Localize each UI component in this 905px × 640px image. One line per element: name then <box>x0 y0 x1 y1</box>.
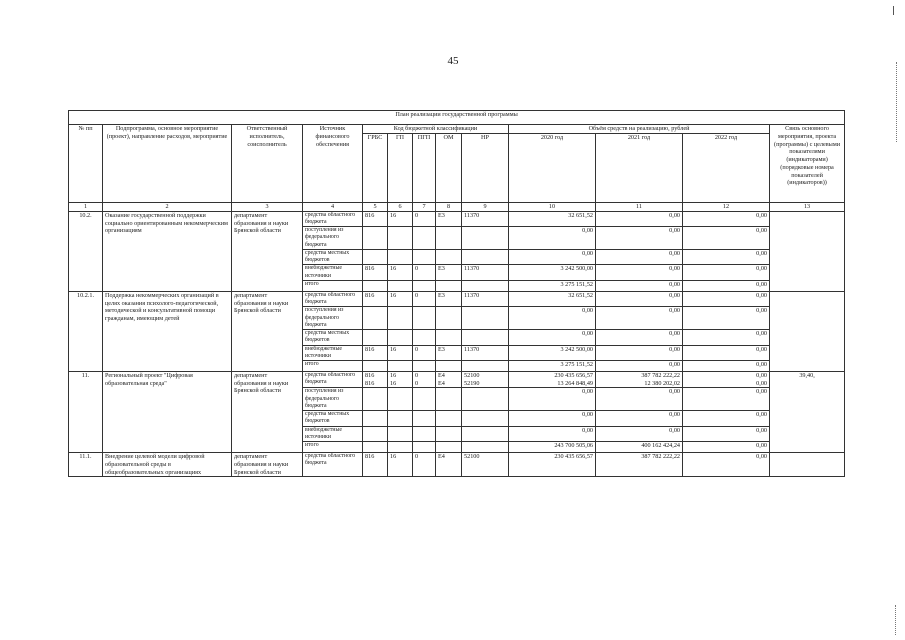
funding-source: средства местных бюджетов <box>303 330 363 345</box>
row-number: 11.1. <box>69 453 103 477</box>
amount-value: 0,00 <box>756 442 767 450</box>
code-grbs <box>363 345 388 360</box>
amount-value: 0,00 <box>756 360 767 368</box>
code-gp <box>388 280 413 291</box>
code-nr <box>462 345 509 360</box>
indicator-link <box>770 453 845 477</box>
amount-y2021 <box>596 307 683 330</box>
row-number: 10.2.1. <box>69 291 103 371</box>
code-grbs <box>363 426 388 441</box>
amount-y2020 <box>509 371 596 388</box>
funding-source: средства местных бюджетов <box>303 411 363 426</box>
amount-y2020 <box>509 453 596 477</box>
code-gp <box>388 211 413 226</box>
amount-y2021 <box>596 345 683 360</box>
amount-value: 0,00 <box>582 388 593 396</box>
column-number: 5 <box>363 202 388 211</box>
code-om-value: Е3 <box>438 265 445 273</box>
amount-y2022 <box>683 227 770 250</box>
code-nr-value: 52100 <box>464 371 480 379</box>
row-number: 10.2. <box>69 211 103 291</box>
code-nr <box>462 388 509 411</box>
amount-y2020 <box>509 249 596 264</box>
header-om: ОМ <box>436 133 462 202</box>
code-pgp <box>413 360 436 371</box>
header-2021: 2021 год <box>596 133 683 202</box>
code-pgp <box>413 227 436 250</box>
column-number: 2 <box>103 202 232 211</box>
column-number: 13 <box>770 202 845 211</box>
indicator-link <box>770 291 845 371</box>
code-gp-value: 16 <box>390 371 397 379</box>
code-nr-value: 11370 <box>464 211 480 219</box>
code-pgp-value: 0 <box>415 371 419 379</box>
code-grbs <box>363 453 388 477</box>
funding-source: поступления из федерального бюджета <box>303 307 363 330</box>
code-grbs <box>363 307 388 330</box>
code-om <box>436 330 462 345</box>
funding-source: средства областного бюджета <box>303 453 363 477</box>
amount-value: 0,00 <box>756 307 767 315</box>
program-plan-table <box>68 110 845 477</box>
code-om <box>436 426 462 441</box>
scan-dots <box>895 605 897 635</box>
amount-value: 0,00 <box>582 411 593 419</box>
code-gp <box>388 345 413 360</box>
amount-value: 0,00 <box>756 249 767 257</box>
amount-value: 0,00 <box>756 453 767 461</box>
amount-value: 387 782 222,22 <box>641 371 680 379</box>
amount-value: 0,00 <box>756 345 767 353</box>
amount-value: 0,00 <box>756 411 767 419</box>
code-pgp <box>413 280 436 291</box>
code-om <box>436 360 462 371</box>
code-grbs <box>363 330 388 345</box>
code-om-value: Е3 <box>438 345 445 353</box>
column-number: 8 <box>436 202 462 211</box>
header-executor: Ответственный исполнитель, соисполнитель <box>232 125 303 203</box>
amount-y2021 <box>596 249 683 264</box>
row-executor: департамент образования и науки Брянской области <box>232 371 303 452</box>
amount-value: 387 782 222,22 <box>641 453 680 461</box>
amount-value: 3 242 500,00 <box>560 345 593 353</box>
row-name: Внедрение целевой модели цифровой образовательной среды в общеобразовательных организациях <box>103 453 232 477</box>
amount-value: 32 651,52 <box>568 291 593 299</box>
amount-y2022 <box>683 291 770 306</box>
code-grbs-value: 816 <box>365 371 375 379</box>
amount-value: 0,00 <box>756 379 767 387</box>
code-pgp-value: 0 <box>415 211 419 219</box>
code-om <box>436 211 462 226</box>
amount-y2021 <box>596 411 683 426</box>
code-om <box>436 265 462 280</box>
code-grbs-value: 816 <box>365 211 375 219</box>
amount-y2020 <box>509 227 596 250</box>
amount-value: 0,00 <box>669 426 680 434</box>
code-om <box>436 249 462 264</box>
amount-value: 32 651,52 <box>568 211 593 219</box>
code-om <box>436 345 462 360</box>
code-nr <box>462 330 509 345</box>
code-om <box>436 388 462 411</box>
code-om <box>436 291 462 306</box>
amount-y2020 <box>509 330 596 345</box>
code-pgp-value: 0 <box>415 453 419 461</box>
row-name: Поддержка некоммерческих организаций в целях оказания психолого-педагогической, методической и консультативной помощи гражданам, имеющим детей <box>103 291 232 371</box>
code-gp-value: 16 <box>390 265 397 273</box>
page-number: 45 <box>447 55 459 67</box>
amount-value: 230 435 656,57 <box>554 371 593 379</box>
amount-value: 3 275 151,52 <box>560 360 593 368</box>
amount-y2021 <box>596 330 683 345</box>
code-pgp <box>413 388 436 411</box>
column-number: 7 <box>413 202 436 211</box>
code-gp <box>388 371 413 388</box>
amount-value: 0,00 <box>582 426 593 434</box>
amount-value: 13 264 848,49 <box>557 379 593 387</box>
amount-y2020 <box>509 388 596 411</box>
amount-value: 0,00 <box>669 330 680 338</box>
amount-y2021 <box>596 265 683 280</box>
code-pgp <box>413 442 436 453</box>
amount-y2022 <box>683 371 770 388</box>
amount-y2020 <box>509 211 596 226</box>
header-2020: 2020 год <box>509 133 596 202</box>
code-nr <box>462 227 509 250</box>
amount-value: 0,00 <box>669 307 680 315</box>
header-pgp: ПГП <box>413 133 436 202</box>
amount-value: 0,00 <box>582 307 593 315</box>
amount-value: 0,00 <box>756 280 767 288</box>
row-executor: департамент образования и науки Брянской области <box>232 291 303 371</box>
code-nr <box>462 280 509 291</box>
indicator-link: 39,40, <box>770 371 845 452</box>
code-om <box>436 411 462 426</box>
code-gp-value: 16 <box>390 211 397 219</box>
header-gp: ГП <box>388 133 413 202</box>
amount-value: 0,00 <box>669 211 680 219</box>
code-grbs <box>363 265 388 280</box>
amount-y2021 <box>596 426 683 441</box>
code-nr <box>462 291 509 306</box>
amount-y2020 <box>509 307 596 330</box>
code-nr-value: 52100 <box>464 453 480 461</box>
amount-y2020 <box>509 360 596 371</box>
header-link: Связь основного мероприятия, проекта (программы) с целевыми показателями (индикаторами) (порядковые номера показателей (индикаторов)) <box>770 125 845 203</box>
header-num: № пп <box>69 125 103 203</box>
funding-source: итого <box>303 360 363 371</box>
code-grbs-value: 816 <box>365 379 375 387</box>
column-number: 11 <box>596 202 683 211</box>
amount-y2021 <box>596 291 683 306</box>
table-row <box>69 453 845 477</box>
amount-y2022 <box>683 307 770 330</box>
code-grbs <box>363 371 388 388</box>
amount-y2021 <box>596 371 683 388</box>
amount-y2022 <box>683 330 770 345</box>
amount-value: 0,00 <box>669 388 680 396</box>
code-gp <box>388 291 413 306</box>
code-grbs <box>363 280 388 291</box>
code-grbs <box>363 442 388 453</box>
code-gp <box>388 442 413 453</box>
amount-y2022 <box>683 211 770 226</box>
column-numbers-row <box>69 202 845 211</box>
indicator-link <box>770 211 845 291</box>
amount-y2021 <box>596 442 683 453</box>
row-number: 11. <box>69 371 103 452</box>
code-pgp <box>413 371 436 388</box>
row-executor: департамент образования и науки Брянской области <box>232 211 303 291</box>
code-nr <box>462 360 509 371</box>
header-nr: НР <box>462 133 509 202</box>
amount-y2022 <box>683 411 770 426</box>
code-gp <box>388 388 413 411</box>
code-om-value: Е3 <box>438 211 445 219</box>
amount-y2020 <box>509 265 596 280</box>
column-number: 3 <box>232 202 303 211</box>
column-number: 10 <box>509 202 596 211</box>
amount-y2022 <box>683 280 770 291</box>
code-gp-value: 16 <box>390 453 397 461</box>
funding-source: средства местных бюджетов <box>303 249 363 264</box>
code-grbs-value: 816 <box>365 345 375 353</box>
funding-source: внебюджетные источники <box>303 345 363 360</box>
code-grbs <box>363 411 388 426</box>
code-gp <box>388 249 413 264</box>
amount-value: 12 380 202,02 <box>644 379 680 387</box>
header-name: Подпрограмма, основное мероприятие (проект), направление расходов, мероприятие <box>103 125 232 203</box>
code-gp <box>388 265 413 280</box>
code-gp <box>388 330 413 345</box>
code-om <box>436 442 462 453</box>
amount-y2022 <box>683 249 770 264</box>
code-pgp <box>413 249 436 264</box>
amount-value: 400 162 424,24 <box>641 442 680 450</box>
amount-value: 0,00 <box>756 371 767 379</box>
code-gp <box>388 360 413 371</box>
amount-y2021 <box>596 211 683 226</box>
amount-value: 3 275 151,52 <box>560 280 593 288</box>
header-amount: Объём средств на реализацию, рублей <box>509 125 770 134</box>
amount-y2022 <box>683 388 770 411</box>
code-gp <box>388 227 413 250</box>
code-om-value: Е4 <box>438 379 445 387</box>
table-row <box>69 211 845 226</box>
funding-source: средства областного бюджета <box>303 291 363 306</box>
code-om <box>436 227 462 250</box>
code-pgp <box>413 453 436 477</box>
code-grbs-value: 816 <box>365 291 375 299</box>
code-pgp <box>413 330 436 345</box>
code-grbs-value: 816 <box>365 265 375 273</box>
code-nr <box>462 371 509 388</box>
code-pgp <box>413 426 436 441</box>
amount-y2022 <box>683 360 770 371</box>
column-number: 9 <box>462 202 509 211</box>
amount-value: 0,00 <box>582 249 593 257</box>
amount-value: 0,00 <box>669 291 680 299</box>
header-budget-code: Код бюджетной классификации <box>363 125 509 134</box>
code-nr-value: 11370 <box>464 345 480 353</box>
table-title: План реализации государственной программы <box>69 111 845 125</box>
header-2022: 2022 год <box>683 133 770 202</box>
code-gp <box>388 426 413 441</box>
code-grbs-value: 816 <box>365 453 375 461</box>
amount-y2022 <box>683 345 770 360</box>
code-pgp <box>413 211 436 226</box>
code-nr <box>462 211 509 226</box>
code-om-value: Е4 <box>438 453 445 461</box>
amount-value: 0,00 <box>582 227 593 235</box>
code-pgp-value: 0 <box>415 345 419 353</box>
code-om <box>436 280 462 291</box>
amount-value: 0,00 <box>756 426 767 434</box>
amount-value: 0,00 <box>669 227 680 235</box>
column-number: 6 <box>388 202 413 211</box>
scan-dots <box>896 62 898 142</box>
code-nr <box>462 265 509 280</box>
row-executor: департамент образования и науки Брянской области <box>232 453 303 477</box>
code-nr-value: 11370 <box>464 291 480 299</box>
amount-value: 0,00 <box>756 291 767 299</box>
code-gp-value: 16 <box>390 379 397 387</box>
funding-source: поступления из федерального бюджета <box>303 388 363 411</box>
funding-source: поступления из федерального бюджета <box>303 227 363 250</box>
amount-y2022 <box>683 442 770 453</box>
code-pgp-value: 0 <box>415 379 419 387</box>
amount-value: 0,00 <box>669 265 680 273</box>
amount-y2020 <box>509 411 596 426</box>
amount-value: 0,00 <box>756 265 767 273</box>
funding-source: итого <box>303 280 363 291</box>
code-gp <box>388 307 413 330</box>
amount-y2020 <box>509 426 596 441</box>
code-nr <box>462 453 509 477</box>
code-grbs <box>363 291 388 306</box>
amount-y2021 <box>596 227 683 250</box>
code-pgp <box>413 307 436 330</box>
code-pgp <box>413 265 436 280</box>
code-pgp <box>413 291 436 306</box>
code-pgp-value: 0 <box>415 265 419 273</box>
code-nr <box>462 442 509 453</box>
code-om <box>436 307 462 330</box>
code-pgp-value: 0 <box>415 291 419 299</box>
code-grbs <box>363 211 388 226</box>
amount-y2021 <box>596 360 683 371</box>
code-grbs <box>363 360 388 371</box>
amount-value: 0,00 <box>756 211 767 219</box>
amount-value: 230 435 656,57 <box>554 453 593 461</box>
amount-value: 0,00 <box>669 360 680 368</box>
code-grbs <box>363 249 388 264</box>
code-nr-value: 52190 <box>464 379 480 387</box>
row-name: Оказание государственной поддержки социально ориентированным некоммерческим организациям <box>103 211 232 291</box>
code-om <box>436 453 462 477</box>
amount-y2020 <box>509 442 596 453</box>
amount-y2022 <box>683 265 770 280</box>
code-grbs <box>363 388 388 411</box>
amount-value: 0,00 <box>756 330 767 338</box>
code-nr <box>462 426 509 441</box>
amount-value: 0,00 <box>669 280 680 288</box>
funding-source: итого <box>303 442 363 453</box>
code-nr <box>462 249 509 264</box>
amount-y2022 <box>683 453 770 477</box>
code-nr-value: 11370 <box>464 265 480 273</box>
amount-y2022 <box>683 426 770 441</box>
amount-value: 0,00 <box>756 388 767 396</box>
amount-value: 243 700 505,06 <box>554 442 593 450</box>
code-nr <box>462 411 509 426</box>
code-pgp <box>413 345 436 360</box>
amount-value: 0,00 <box>582 330 593 338</box>
code-grbs <box>363 227 388 250</box>
table-row <box>69 371 845 388</box>
amount-value: 0,00 <box>756 227 767 235</box>
amount-y2020 <box>509 280 596 291</box>
code-pgp <box>413 411 436 426</box>
row-name: Региональный проект "Цифровая образовательная среда" <box>103 371 232 452</box>
amount-y2021 <box>596 388 683 411</box>
amount-y2021 <box>596 453 683 477</box>
amount-value: 0,00 <box>669 249 680 257</box>
funding-source: средства областного бюджета <box>303 371 363 388</box>
code-nr <box>462 307 509 330</box>
amount-value: 3 242 500,00 <box>560 265 593 273</box>
code-om-value: Е3 <box>438 291 445 299</box>
header-source: Источник финансового обеспечения <box>303 125 363 203</box>
amount-y2021 <box>596 280 683 291</box>
amount-value: 0,00 <box>669 411 680 419</box>
code-om <box>436 371 462 388</box>
code-om-value: Е4 <box>438 371 445 379</box>
funding-source: внебюджетные источники <box>303 426 363 441</box>
code-gp <box>388 453 413 477</box>
code-gp-value: 16 <box>390 345 397 353</box>
amount-y2020 <box>509 291 596 306</box>
column-number: 12 <box>683 202 770 211</box>
column-number: 1 <box>69 202 103 211</box>
scan-edge-mark <box>893 6 894 15</box>
funding-source: внебюджетные источники <box>303 265 363 280</box>
funding-source: средства областного бюджета <box>303 211 363 226</box>
column-number: 4 <box>303 202 363 211</box>
code-gp-value: 16 <box>390 291 397 299</box>
table-row <box>69 291 845 306</box>
amount-value: 0,00 <box>669 345 680 353</box>
code-gp <box>388 411 413 426</box>
amount-y2020 <box>509 345 596 360</box>
header-grbs: ГРБС <box>363 133 388 202</box>
